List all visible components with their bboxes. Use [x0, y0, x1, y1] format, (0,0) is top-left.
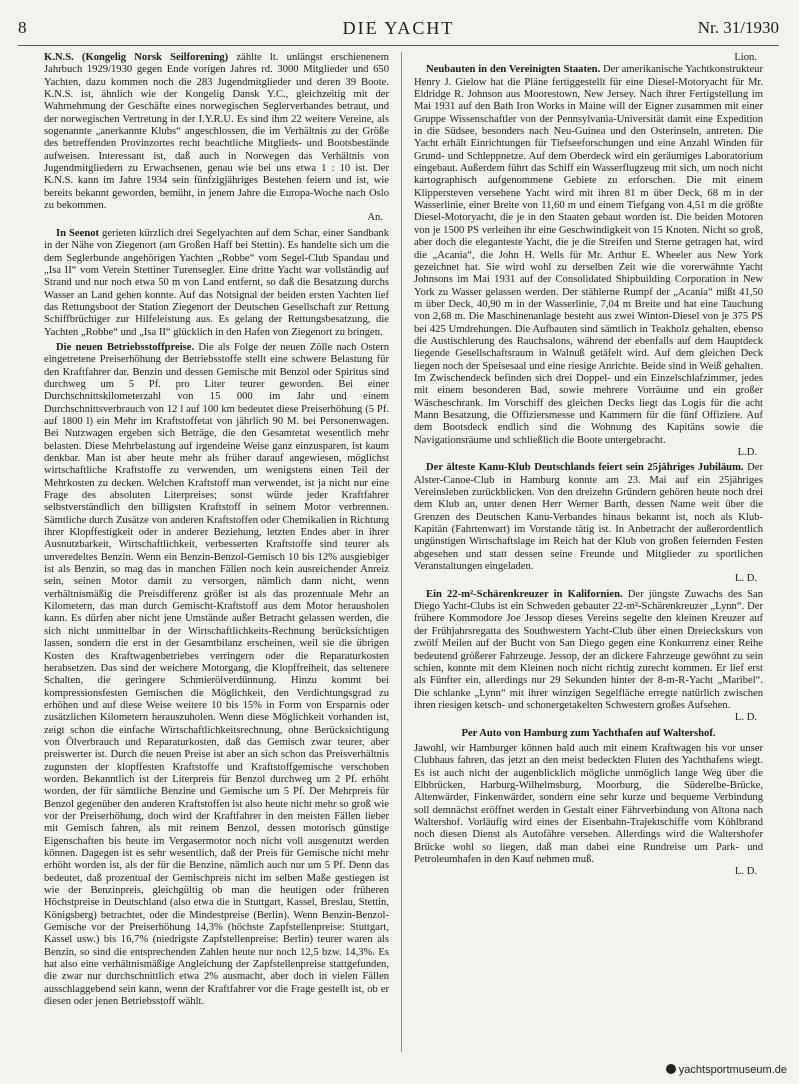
article-heading: Per Auto von Hamburg zum Yachthafen auf Waltershof.	[461, 727, 716, 739]
article-seenot	[44, 228, 389, 339]
masthead-title: DIE YACHT	[342, 18, 455, 38]
article-text: Der jüngste Zuwachs des San Diego Yacht-Clubs ist ein Schweden gebauter 22-m²-Schärenkreuzer „Lynn“. Der frühere Kommodore Joe Jessop dieses Vereins segelte den kleinen Kreuzer auf der Frühjahrsregatta des Southwestern Yacht-Club über einen Dreieckskurs von zwölf Meilen auf der Bucht von San Diego gegen eine Konkurrenz einer Reihe bedeutend größerer Fahrzeuge. Jessop, der an dickere Fahrzeuge gewöhnt zu sein schien, konnte mit dem Kleinen noch nicht richtig zurecht kommen. Er lief erst als Fünfter ein, allerdings nur 29 Sekunden hinter der 8-m-R-Yacht „Maribel“. Die schlanke „Lynn“ mit ihrer winzigen Segelfläche erregte natürlich zwischen ihren riesigen ketsch- und schonergetakelten Schwestern großes Aufsehen.	[414, 588, 763, 711]
article-schaerenkreuzer	[414, 589, 763, 725]
article-text: Die als Folge der neuen Zölle nach Ostern eingetretene Preiserhöhung der Betriebsstoffe stellt eine schwere Belastung für den Kraftfahrer dar. Benzin und dessen Gemische mit Benzol oder Spiritus sind durchweg um 5 Pf. pro Liter teurer geworden. Bei einer Durchschnittskilometerzahl von 15 000 im Jahr und einem Durchschnittsverbrauch von 12 l auf 100 km bedeutet diese Preiserhöhung (5 Pf. auf 1800 l) ein Mehr im Kraftstoffetat von jährlich 90 M. bei Personenwagen. Bei Nutzwagen ergeben sich Beträge, die den Gesamtetat wesentlich mehr belasten. Diese Mehrbelastung auf irgendeine Weise ganz einzusparen, ist kaum denkbar. Man ist aber heute mehr als früher darauf angewiesen, möglichst wirtschaftliche Kraftstoffe zu verwenden, um wenigstens einen Teil der Mehrkosten zu decken. Welchen Kraftstoff man verwendet, ist ja nicht nur eine Frage des absoluten Literpreises; sonst würde jeder Kraftfahrer selbstverständlich den billigsten Kraftstoff in seinem Motor verbrennen. Sämtliche durch Zusätze von anderen Kraftstoffen oder Chemikalien in Richtung ihrer Klopffestigkeit oder in anderer Beziehung, letzten Endes aber in ihrer Ausnutzbarkeit, Wirtschaftlichkeit, verbesserten Kraftstoffe sind teurer als unveredeltes Benzin. Wenn ein Benzin-Benzol-Gemisch 10 bis 12% ausgiebiger ist als Benzin, so mag das in manchen Fällen noch kein ausreichender Anreiz sein, seinen Motor damit zu versorgen, nämlich dann nicht, wenn verhältnismäßig die Preisdifferenz größer ist als das prozentuale Mehr an Kilometern, das man durch Gemischt-Kraftstoff aus dem Motor herausholen kann. Es dürfen aber nicht jene Umstände außer Betracht gelassen werden, die sich nicht unmittelbar in der Wirtschaftlichkeits-Rechnung berücksichtigen lassen, sondern die erst in der Gesamtbilanz erscheinen, weil sie die übrigen Kosten des Kraftwagenbetriebes verringern oder die Reparaturkosten herabsetzen. Das sind der weichere Motorgang, die Klopffreiheit, das seltenere Schalten, die geringere Schmierölverdünnung. Hinzu kommt bei kompressionsfesten Gemischen die Möglichkeit, den Verdichtungsgrad zu erhöhen und auf diese Weise weitere 10 bis 15% in Form von Ersparnis oder zusätzlichen Kilometern herauszuholen. Wenn diese Möglichkeit vorhanden ist, zeigt schon die einfache Wirtschaftlichkeitsrechnung, ohne Berücksichtigung von Ölverbrauch und Reparaturkosten, daß das Gemisch zwar teurer, aber preiswerter ist. Durch die neuen Preise ist aber an sich schon das Preisverhältnis zugunsten der klopffesten Kraftstoffe und Kraftstoffgemische verschoben worden. Bekanntlich ist der Literpreis für Benzol durchweg um 2 Pf. erhöht worden, der für sämtliche Benzine und Gemische um 5 Pf. Der Mehrpreis für Benzol gegenüber den anderen Kraftstoffen ist also heute nicht mehr so groß wie vor der Preiserhöhung, doch wird der Kraftfahrer in den meisten Fällen lieber mit Gemisch fahren, als mit reinem Benzol, dessen motorisch günstige Eigenschaften bis heute im Vergasermotor noch nicht voll ausgenutzt werden können. Dagegen ist es sehr wesentlich, daß der Preis für Gemische nicht mehr erhöht worden ist, als der für die Benzine, nämlich auch nur um 5 Pf. Denn das bedeutet, daß prozentual der Gemischpreis nicht im selben Maße gestiegen ist wie der Benzinpreis, gleichgültig ob man die heutigen oder früheren Höchstpreise in Deutschland (also etwa die in Stuttgart, Kassel, Breslau, Stettin, Königsberg) betrachtet, oder die Mindestpreise (Berlin). Wenn Benzin-Benzol-Gemische vor der Preiserhöhung 14,3% (höchste Zapfstellenpreise: Stuttgart, Kassel usw.) bis 16,7% (niedrigste Zapfstellenpreise: Berlin) teurer waren als Benzin, so sind die entsprechenden Zahlen heute nur noch 12,5 bzw. 14,3%. Es hat also eine verhältnismäßige Angleichung der Zapfstellenpreise stattgefunden, die zwar nur durchschnittlich etwa 2% ausmacht, aber doch in vielen Fällen ausschlaggebend sein kann, wenn der Kraftfahrer vor die Frage gestellt ist, ob er diesen oder jenen Betriebsstoff wählt.	[44, 341, 389, 1008]
article-text: Jawohl, wir Hamburger können bald auch mit einem Kraftwagen bis vor unser Clubhaus fahren, das jetzt an den meist bedeckten Fluten des Yachthafens wiegt. Es ist auch nicht der augenblicklich mögliche unmöglich lange Weg über die Elbbrücken, Harburg-Wilhelmsburg, Moorburg, die Süderelbe-Brücke, Altenwärder, Finkenwärder, sondern eine sehr kurze und bequeme Verbindung soll demnächst eröffnet werden in Gestalt einer Fährverbindung von Altona nach Waltershof. Vorläufig wird eines der Eisenbahn-Trajektschiffe vom Köhlbrand noch diesen Dienst als Autofähre versehen. Allerdings wird die Waltershofer Brücke wohl so liegen, daß man dabei eine Rundreise um Park- und Petroleumhafen in den Kauf nehmen muß.	[414, 742, 763, 865]
article-signature: L.D.	[737, 447, 757, 458]
issue-number: Nr. 31/1930	[697, 18, 779, 37]
article-signature: L. D.	[734, 866, 757, 878]
article-kns	[44, 52, 389, 225]
article-paragraph	[44, 228, 389, 339]
article-heading: Der älteste Kanu-Klub Deutschlands feiert sein 25jähriges Jubiläum.	[426, 462, 744, 474]
page-header	[18, 18, 779, 42]
page-number: 8	[18, 18, 27, 37]
article-betriebsstoff-signature-block	[414, 52, 763, 64]
article-heading: Neubauten in den Vereinigten Staaten.	[426, 64, 601, 76]
header-divider	[18, 45, 779, 46]
watermark	[666, 1064, 787, 1076]
article-text: Der amerikanische Yachtkonstrukteur Henry J. Gielow hat die Pläne fertiggestellt für eine Diesel-Motoryacht für Mr. Eldridge R. Johnson aus Moorestown, New Jersey. Nach ihrer Fertigstellung im Mai 1931 auf den Bath Iron Works in Maine will der Eigner zusammen mit einer Gruppe Wissenschaftler von der Pennsylvania-Universität damit eine Expedition in die Südsee, besonders nach Neu-Guinea und den Osterinseln, antreten. Die Yacht erhält Einrichtungen für Tiefseeforschungen und eine Anzahl Winden für Grund- und Schleppnetze. Auf dem Oberdeck wird ein geräumiges Laboratorium eingebaut. Außerdem führt das Schiff ein Wasserflugzeug mit sich, um noch nicht kartographisch aufgenommene Gebiete zu erforschen. Die mit einem Klippersteven versehene Yacht wird mit ihren 81 m über Deck, 68 m in der Wasserlinie, einer Breite von 11,60 m und einem Tiefgang von 4,51 m die größte Diesel-Motoryacht, die je in den Staaten gebaut worden ist. Die beiden Motoren von je 1500 PS verleihen ihr eine Geschwindigkeit von 15 Knoten. Nicht so groß, aber doch die eleganteste Yacht, die je die Streifen und Sterne getragen hat, wird die „Acania“, die John H. Wells für Mr. Arthur E. Wheeler aus New York gezeichnet hat. Sie wird wohl zu derselben Zeit wie die vorerwähnte Yacht Johnsons im Mai 1931 auf der Consolidated Shipbuilding Corporation in New York zu Wasser gelassen werden. Der stählerne Rumpf der „Acania“ mißt 41,50 m über Deck, 40,90 m in der Wasserlinie, 7,04 m Breite und hat eine Tauchung von 2,68 m. Die Maschinenanlage besteht aus zwei Winton-Diesel von je 375 PS bei 425 Umdrehungen. Die Aufbauten sind sämtlich in Teakholz gehalten, ebenso die Austischlerung des Rauchsalons, während der ebenfalls auf dem Hauptdeck liegende Gesellschaftsraum in Walnuß getäfelt wird. Auf dem gleichen Deck liegen noch der Speisesaal und eine riesige Anrichte. Beide sind in Weiß gehalten. Im Zwischendeck befinden sich drei Doppel- und ein Einzelschlafzimmer, jedes mit einem besonderen Bad, sowie mehrere Vorräume und ein großer Wäscheschrank. Im Vorschiff des gleichen Decks liegt das Logis für die acht Mann Besatzung, die Offiziersmesse und Kammern für die fünf Offiziere. Auf dem Bootsdeck endlich sind die Wohnung des Kapitäns sowie die Navigationsräume und schließlich die Boote untergebracht.	[414, 64, 763, 446]
article-signature: An.	[367, 212, 383, 224]
left-column	[44, 52, 389, 1057]
article-auto	[414, 728, 763, 879]
article-heading: In Seenot	[56, 227, 100, 239]
article-paragraph	[414, 589, 763, 725]
article-kanu	[414, 462, 763, 585]
article-signature: Lion.	[734, 52, 757, 63]
article-signature: L. D.	[734, 712, 757, 724]
article-betriebsstoff	[44, 342, 389, 1009]
article-paragraph	[414, 462, 763, 585]
article-paragraph	[414, 743, 763, 879]
watermark-text: yachtsportmuseum.de	[678, 1064, 787, 1076]
copyright-icon	[666, 1064, 676, 1074]
article-text: Der Alster-Canoe-Club in Hamburg konnte am 23. Mai auf ein 25jähriges Vereinsleben zurückblicken. Von den dreizehn Gründern gehören heute noch drei dem Klub an, unter denen Herr Werner Barth, dessen Name weit über die Grenzen des Deutschen Kanu-Verbandes hinaus bekannt ist, noch als Klub-Kapitän (Fahrtenwart) im Vorstande tätig ist. In Anbetracht der außerordentlich ungünstigen Wirtschaftslage im Reich hat der Klub von großen feiernden Festen abgesehen und statt dessen seine Freunde und Mitglieder zu sportlichen Veranstaltungen eingeladen.	[414, 462, 763, 573]
article-heading-line	[414, 728, 763, 740]
article-paragraph	[44, 342, 389, 1009]
article-heading: Die neuen Betriebsstoffpreise.	[56, 341, 195, 353]
article-heading: Ein 22-m²-Schärenkreuzer in Kalifornien.	[426, 588, 623, 600]
article-heading: K.N.S. (Kongelig Norsk Seilforening)	[44, 52, 229, 63]
column-divider	[401, 52, 402, 1052]
article-text: gerieten kürzlich drei Segelyachten auf dem Schar, einer Sandbank in der Nähe von Ziegenort (am Großen Haff bei Stettin). Es handelte sich um die dem Seglerbunde angehörigen Yachten „Robbe“ vom Segel-Club Spandau und „Isa II“ vom Verein Stettiner Turensegler. Eine dritte Yacht war vollständig auf Strand und nur noch etwa 50 m von Land entfernt, so daß die Besatzung durchs Wasser an Land gehen konnte. Auf das Notsignal der beiden ersten Yachten lief das Rettungsboot der Station Ziegenort der Deutschen Gesellschaft zur Rettung Schiffbrüchiger zur Hilfeleistung aus. Es gelang der Rettungsbesatzung, die Yachten „Robbe“ und „Isa II“ glücklich in den Hafen von Ziegenort zu bringen.	[44, 227, 389, 338]
right-column	[414, 52, 763, 1057]
article-neubauten	[414, 64, 763, 459]
article-paragraph	[414, 64, 763, 459]
article-paragraph	[44, 52, 389, 225]
article-signature: L. D.	[734, 573, 757, 585]
article-text: zählte lt. unlängst erschienenem Jahrbuch 1929/1930 gegen Ende vorigen Jahres rd. 3000 Mitglieder und 650 Yachten, dazu kommen noch die 283 Jugendmitglieder und deren 39 Boote. K.N.S. ist, ähnlich wie der Kongelig Dansk Y.C., gleichzeitig mit der Wahrnehmung der Geschäfte eines norwegischen Seglerverbandes betraut, und der norwegischen Vertretung in der I.Y.R.U. Es sind ihm 22 weitere Vereine, als sogenannte „anerkannte Klubs“ angeschlossen, die im Verhältnis zu der Größe des betreffenden Provinzortes recht beachtliche Mitglieds- und Bootsbestände aufweisen. Interessant ist, daß auch in Norwegen das Verhältnis von Jugendmitgliedern zu Erwachsenen, genau wie bei uns etwa 1 : 10 ist. Der K.N.S. kann im Jahre 1934 sein fünfzigjähriges Bestehen feiern und ist, wie bereits bekannt geworden, bemüht, in jenem Jahre die Europa-Woche nach Oslo zu bekommen.	[44, 52, 389, 212]
